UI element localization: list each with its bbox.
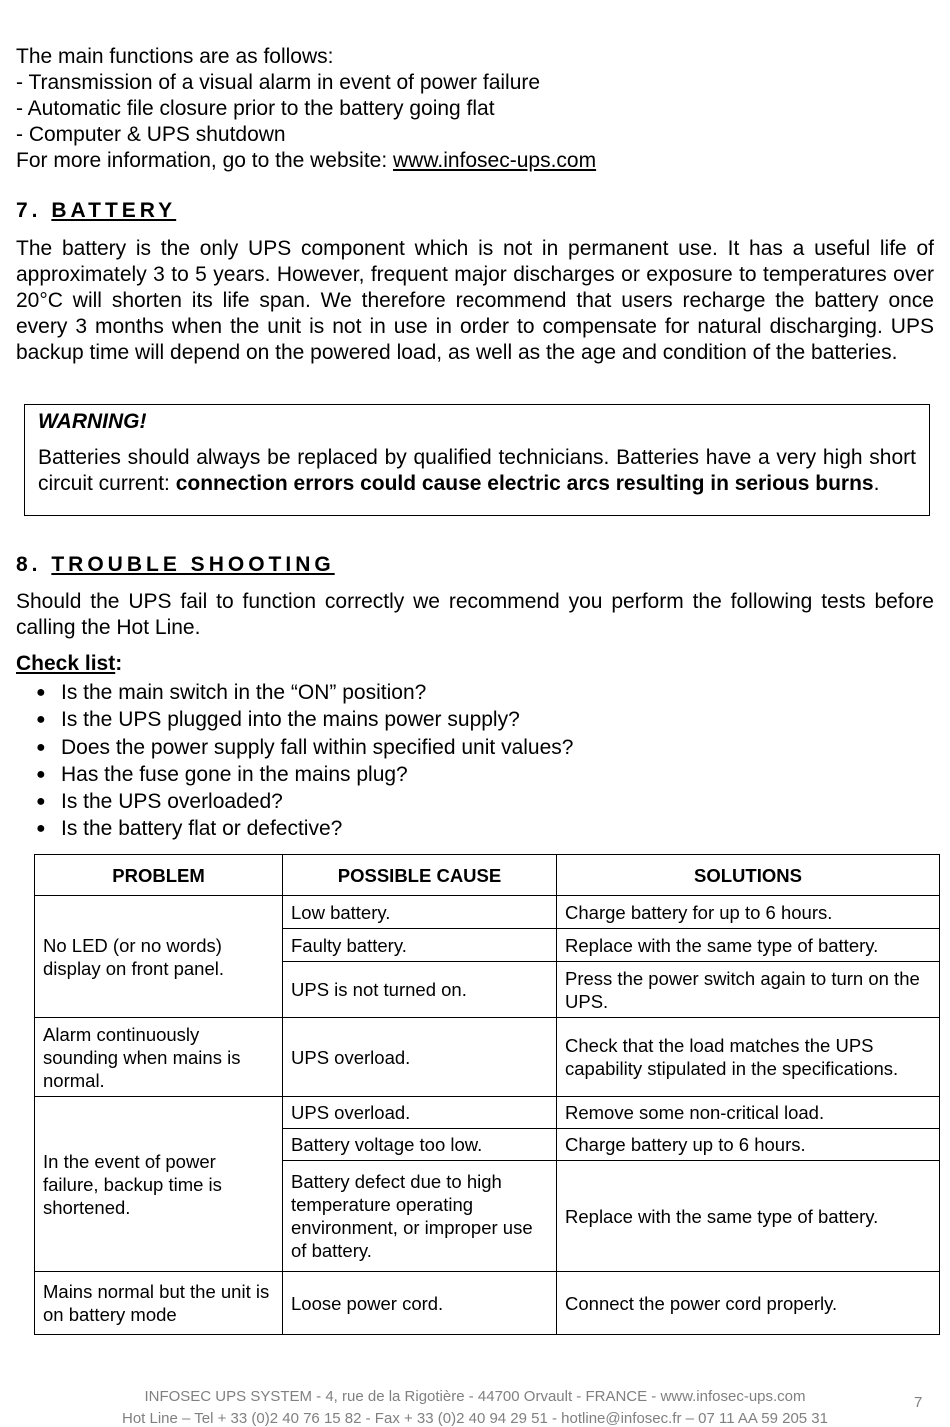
solution-cell: Press the power switch again to turn on the UPS. <box>557 962 940 1018</box>
warning-text: Batteries should always be replaced by qualified technicians. Batteries have a very high short circuit current: <box>38 446 916 495</box>
section-title: TROUBLE SHOOTING <box>51 553 335 576</box>
checklist-item-text: Is the main switch in the “ON” position? <box>61 681 427 704</box>
checklist-item-text: Does the power supply fall within specified unit values? <box>61 735 574 759</box>
cause-cell: Faulty battery. <box>283 929 557 962</box>
table-row <box>35 896 940 929</box>
checklist-item <box>36 679 573 706</box>
checklist-title: Check list <box>16 652 116 675</box>
bullet-icon: ● <box>36 684 46 701</box>
intro-line: - Computer & UPS shutdown <box>16 123 286 146</box>
solution-cell: Charge battery up to 6 hours. <box>557 1129 940 1161</box>
troubleshooting-table <box>34 854 940 1335</box>
checklist-item <box>36 815 573 842</box>
solution-cell: Charge battery for up to 6 hours. <box>557 896 940 929</box>
section-heading-battery <box>16 199 176 223</box>
website-prefix: For more information, go to the website: <box>16 149 394 172</box>
problem-cell: Alarm continuously sounding when mains is normal. <box>35 1018 283 1097</box>
solution-cell: Replace with the same type of battery. <box>557 1161 940 1272</box>
table-row <box>35 1097 940 1129</box>
battery-paragraph: The battery is the only UPS component which is not in permanent use. It has a useful life of approximately 3 to 5 years. However, frequent major discharges or exposure to temperatures over 20°C will shorten its life span. We therefore recommend that users recharge the battery once every 3 months when the unit is not in use in order to compensate for natural discharging. UPS backup time will depend on the powered load, as well as the age and condition of the batteries. <box>16 237 934 364</box>
section-number: 7. <box>16 199 42 222</box>
bullet-icon: ● <box>36 765 46 783</box>
checklist-heading <box>16 652 122 676</box>
checklist-colon: : <box>115 652 123 675</box>
table-header-row <box>35 855 940 896</box>
warning-box <box>24 404 930 516</box>
table-row <box>35 1272 940 1335</box>
bullet-icon: ● <box>36 820 46 838</box>
checklist-item <box>36 761 573 788</box>
intro-line: The main functions are as follows: <box>16 45 334 68</box>
problem-cell: Mains normal but the unit is on battery mode <box>35 1272 283 1335</box>
footer-hotline: Hot Line – Tel + 33 (0)2 40 76 15 82 - Fax + 33 (0)2 40 94 29 51 - hotline@infosec.fr – 07 11 AA 59 205 31 <box>122 1410 828 1427</box>
checklist-item <box>36 706 573 733</box>
warning-title: WARNING! <box>38 410 147 433</box>
footer-address: INFOSEC UPS SYSTEM - 4, rue de la Rigotière - 44700 Orvault - FRANCE - www.infosec-ups.com <box>144 1388 806 1405</box>
cause-cell: Battery defect due to high temperature operating environment, or improper use of battery. <box>283 1161 557 1272</box>
cause-cell: Loose power cord. <box>283 1272 557 1335</box>
solution-cell: Connect the power cord properly. <box>557 1272 940 1335</box>
cause-cell: UPS overload. <box>283 1018 557 1097</box>
warning-text-end: . <box>873 472 880 495</box>
bullet-icon: ● <box>36 738 46 756</box>
problem-cell: In the event of power failure, backup time is shortened. <box>35 1097 283 1272</box>
checklist-item <box>36 734 573 761</box>
column-header-cause: POSSIBLE CAUSE <box>283 855 557 896</box>
section-heading-troubleshooting <box>16 553 335 577</box>
intro-website-line <box>16 148 936 174</box>
checklist <box>36 679 573 843</box>
section-number: 8. <box>16 553 42 576</box>
cause-cell: Battery voltage too low. <box>283 1129 557 1161</box>
intro-line: - Automatic file closure prior to the battery going flat <box>16 97 495 120</box>
checklist-item-text: Is the UPS plugged into the mains power supply? <box>61 708 520 732</box>
problem-cell: No LED (or no words) display on front panel. <box>35 896 283 1018</box>
website-link[interactable]: www.infosec-ups.com <box>393 149 597 172</box>
checklist-item-text: Is the UPS overloaded? <box>61 790 283 814</box>
troubleshooting-paragraph: Should the UPS fail to function correctly we recommend you perform the following tests before calling the Hot Line. <box>16 590 934 639</box>
intro-line: - Transmission of a visual alarm in event of power failure <box>16 71 541 94</box>
page-number: 7 <box>914 1394 923 1411</box>
warning-bold-text: connection errors could cause electric arcs resulting in serious burns <box>175 472 874 495</box>
column-header-problem: PROBLEM <box>35 855 283 896</box>
intro-functions <box>16 44 936 174</box>
cause-cell: UPS is not turned on. <box>283 962 557 1018</box>
solution-cell: Check that the load matches the UPS capability stipulated in the specifications. <box>557 1018 940 1097</box>
solution-cell: Replace with the same type of battery. <box>557 929 940 962</box>
table-row <box>35 1018 940 1097</box>
solution-cell: Remove some non-critical load. <box>557 1097 940 1129</box>
section-title: BATTERY <box>51 199 177 222</box>
checklist-item-text: Has the fuse gone in the mains plug? <box>61 762 408 786</box>
cause-cell: Low battery. <box>283 896 557 929</box>
bullet-icon: ● <box>36 711 46 729</box>
bullet-icon: ● <box>36 793 46 811</box>
column-header-solutions: SOLUTIONS <box>557 855 940 896</box>
checklist-item <box>36 788 573 815</box>
checklist-item-text: Is the battery flat or defective? <box>61 817 343 841</box>
cause-cell: UPS overload. <box>283 1097 557 1129</box>
